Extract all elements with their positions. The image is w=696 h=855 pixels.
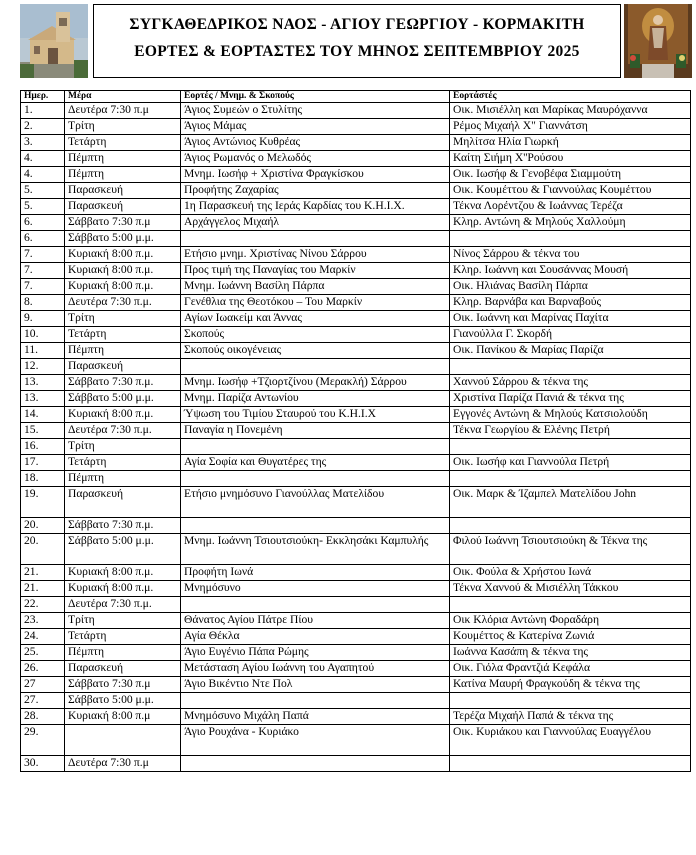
table-row <box>21 391 691 407</box>
cell-feast: Μνημ. Ιωάννη Τσιουτσιούκη- Εκκλησάκι Καμπυλής <box>181 534 450 565</box>
cell-day-time: Κυριακή 8:00 π.μ. <box>65 565 181 581</box>
cell-date: 15. <box>21 423 65 439</box>
table-row <box>21 581 691 597</box>
cell-date: 17. <box>21 455 65 471</box>
cell-feast: Προς τιμή της Παναγίας του Μαρκίν <box>181 263 450 279</box>
cell-day-time: Παρασκευή <box>65 487 181 518</box>
table-row <box>21 487 691 518</box>
table-row <box>21 119 691 135</box>
cell-day-time: Τρίτη <box>65 439 181 455</box>
cell-day-time: Παρασκευή <box>65 359 181 375</box>
cell-feast <box>181 231 450 247</box>
cell-date: 26. <box>21 661 65 677</box>
column-header-celebrants: Εορτάστές <box>450 91 691 103</box>
cell-feast <box>181 756 450 772</box>
cell-date: 12. <box>21 359 65 375</box>
cell-celebrants: Χαννού Σάρρου & τέκνα της <box>450 375 691 391</box>
table-row <box>21 407 691 423</box>
cell-celebrants: Κληρ. Ιωάννη και Σουσάννας Μουσή <box>450 263 691 279</box>
table-row <box>21 343 691 359</box>
cell-date: 5. <box>21 199 65 215</box>
table-row <box>21 247 691 263</box>
cell-date: 11. <box>21 343 65 359</box>
cell-celebrants: Ιωάννα Κασάπη & τέκνα της <box>450 645 691 661</box>
cell-day-time: Δευτέρα 7:30 π.μ. <box>65 597 181 613</box>
cell-celebrants: Μηλίτσα Ηλία Γιωρκή <box>450 135 691 151</box>
cell-celebrants: Τέκνα Γεωργίου & Ελένης Πετρή <box>450 423 691 439</box>
cell-feast: Άγιο Ευγένιο Πάπα Ρώμης <box>181 645 450 661</box>
cell-day-time: Σάββατο 7:30 π.μ <box>65 215 181 231</box>
cell-day-time: Κυριακή 8:00 π.μ. <box>65 279 181 295</box>
table-row <box>21 518 691 534</box>
cell-day-time: Σάββατο 5:00 μ.μ. <box>65 231 181 247</box>
cell-feast: Προφήτης Ζαχαρίας <box>181 183 450 199</box>
cell-date: 19. <box>21 487 65 518</box>
cell-celebrants: Οικ Κλόρια Αντώνη Φοραδάρη <box>450 613 691 629</box>
cell-date: 21. <box>21 565 65 581</box>
cell-feast <box>181 597 450 613</box>
cell-day-time: Πέμπτη <box>65 645 181 661</box>
cell-celebrants: Οικ. Κυριάκου και Γιαννούλας Ευαγγέλου <box>450 725 691 756</box>
document-header <box>0 0 696 84</box>
table-row <box>21 279 691 295</box>
cell-day-time: Δευτέρα 7:30 π.μ. <box>65 295 181 311</box>
cell-feast: Άγιος Αντώνιος Κυθρέας <box>181 135 450 151</box>
cell-celebrants: Οικ. Κουμέττου & Γιαννούλας Κουμέττου <box>450 183 691 199</box>
cell-feast <box>181 471 450 487</box>
cell-feast: Μνημόσυνο Μιχάλη Παπά <box>181 709 450 725</box>
cell-day-time: Σάββατο 7:30 π.μ <box>65 677 181 693</box>
cell-feast <box>181 439 450 455</box>
table-row <box>21 756 691 772</box>
cell-date: 3. <box>21 135 65 151</box>
cell-celebrants: Οικ. Πανίκου & Μαρίας Παρίζα <box>450 343 691 359</box>
cell-date: 27. <box>21 693 65 709</box>
cell-celebrants: Οικ. Φούλα & Χρήστου Ιωνά <box>450 565 691 581</box>
cell-celebrants <box>450 231 691 247</box>
cell-day-time: Παρασκευή <box>65 183 181 199</box>
table-row <box>21 167 691 183</box>
cell-date: 8. <box>21 295 65 311</box>
column-header-feasts: Εορτές / Μνημ. & Σκοπούς <box>181 91 450 103</box>
cell-day-time: Τετάρτη <box>65 629 181 645</box>
cell-feast: Ύψωση του Τιμίου Σταυρού του Κ.Η.Ι.Χ <box>181 407 450 423</box>
cell-celebrants: Οικ. Ηλιάνας Βασίλη Πάρπα <box>450 279 691 295</box>
cell-feast: Αγίων Ιωακείμ και Άννας <box>181 311 450 327</box>
cell-celebrants: Ρέμος Μιχαήλ Χ" Γιαννάτση <box>450 119 691 135</box>
cell-day-time: Τετάρτη <box>65 455 181 471</box>
cell-date: 6. <box>21 231 65 247</box>
table-row <box>21 629 691 645</box>
church-photo <box>20 4 88 78</box>
cell-date: 13. <box>21 391 65 407</box>
cell-feast: Μνημ. Ιωσήφ +Τζιορτζίνου (Μερακλή) Σάρρου <box>181 375 450 391</box>
cell-date: 27 <box>21 677 65 693</box>
cell-date: 30. <box>21 756 65 772</box>
table-row <box>21 565 691 581</box>
cell-day-time: Πέμπτη <box>65 471 181 487</box>
cell-celebrants: Τέκνα Λορέντζου & Ιωάννας Τερέζα <box>450 199 691 215</box>
table-row <box>21 375 691 391</box>
cell-date: 1. <box>21 103 65 119</box>
cell-celebrants <box>450 518 691 534</box>
table-header-row <box>21 91 691 103</box>
cell-feast: Σκοπούς <box>181 327 450 343</box>
cell-day-time: Τρίτη <box>65 119 181 135</box>
table-row <box>21 311 691 327</box>
table-row <box>21 231 691 247</box>
cell-celebrants <box>450 597 691 613</box>
cell-date: 9. <box>21 311 65 327</box>
cell-feast: Άγιο Βικέντιο Ντε Πολ <box>181 677 450 693</box>
cell-day-time: Τρίτη <box>65 613 181 629</box>
cell-date: 2. <box>21 119 65 135</box>
cell-date: 20. <box>21 518 65 534</box>
table-row <box>21 709 691 725</box>
cell-day-time: Σάββατο 7:30 π.μ. <box>65 518 181 534</box>
cell-celebrants: Κατίνα Μαυρή Φραγκούδη & τέκνα της <box>450 677 691 693</box>
cell-feast: Θάνατος Αγίου Πάτρε Πίου <box>181 613 450 629</box>
cell-day-time: Κυριακή 8:00 π.μ. <box>65 407 181 423</box>
cell-celebrants: Τέκνα Χαννού & Μισιέλλη Τάκκου <box>450 581 691 597</box>
table-row <box>21 183 691 199</box>
cell-day-time: Δευτέρα 7:30 π.μ. <box>65 423 181 439</box>
cell-feast: Αγία Θέκλα <box>181 629 450 645</box>
cell-celebrants: Οικ. Γιόλα Φραντζιά Κεφάλα <box>450 661 691 677</box>
cell-feast: Μνημ. Ιωσήφ + Χριστίνα Φραγκίσκου <box>181 167 450 183</box>
cell-day-time: Παρασκευή <box>65 199 181 215</box>
cell-date: 4. <box>21 167 65 183</box>
cell-celebrants: Κληρ. Αντώνη & Μηλούς Χαλλούμη <box>450 215 691 231</box>
table-row <box>21 327 691 343</box>
cell-celebrants: Εγγονές Αντώνη & Μηλούς Κατσιολούδη <box>450 407 691 423</box>
cell-feast: Γενέθλια της Θεοτόκου – Του Μαρκίν <box>181 295 450 311</box>
title-box <box>93 4 621 78</box>
table-row <box>21 677 691 693</box>
cell-celebrants: Οικ. Μισιέλλη και Μαρίκας Μαυρόχαννα <box>450 103 691 119</box>
cell-date: 14. <box>21 407 65 423</box>
cell-date: 29. <box>21 725 65 756</box>
table-row <box>21 534 691 565</box>
table-row <box>21 661 691 677</box>
cell-day-time: Σάββατο 5:00 μ.μ. <box>65 534 181 565</box>
table-row <box>21 295 691 311</box>
cell-day-time: Κυριακή 8:00 π.μ. <box>65 581 181 597</box>
cell-date: 5. <box>21 183 65 199</box>
column-header-date: Ημερ. <box>21 91 65 103</box>
table-row <box>21 263 691 279</box>
cell-feast <box>181 693 450 709</box>
cell-feast: Ετήσιο μνημόσυνο Γιανούλλας Ματελίδου <box>181 487 450 518</box>
table-row <box>21 103 691 119</box>
cell-date: 24. <box>21 629 65 645</box>
table-row <box>21 439 691 455</box>
cell-date: 6. <box>21 215 65 231</box>
cell-day-time: Δευτέρα 7:30 π.μ <box>65 756 181 772</box>
cell-day-time <box>65 725 181 756</box>
cell-feast: Άγιος Συμεών ο Στυλίτης <box>181 103 450 119</box>
cell-feast: Άγιος Ρωμανός ο Μελωδός <box>181 151 450 167</box>
cell-feast: Ετήσιο μνημ. Χριστίνας Νίνου Σάρρου <box>181 247 450 263</box>
cell-feast: Μνημ. Παρίζα Αντωνίου <box>181 391 450 407</box>
cell-day-time: Τετάρτη <box>65 327 181 343</box>
cell-feast: Παναγία η Πονεμένη <box>181 423 450 439</box>
cell-date: 16. <box>21 439 65 455</box>
cell-day-time: Σάββατο 5:00 μ.μ. <box>65 391 181 407</box>
cell-day-time: Κυριακή 8:00 π.μ. <box>65 263 181 279</box>
table-row <box>21 613 691 629</box>
cell-date: 23. <box>21 613 65 629</box>
cell-celebrants: Νίνος Σάρρου & τέκνα του <box>450 247 691 263</box>
cell-celebrants <box>450 471 691 487</box>
cell-date: 4. <box>21 151 65 167</box>
cell-day-time: Κυριακή 8:00 π.μ <box>65 709 181 725</box>
cell-date: 20. <box>21 534 65 565</box>
cell-feast <box>181 518 450 534</box>
cell-day-time: Σάββατο 5:00 μ.μ. <box>65 693 181 709</box>
table-row <box>21 135 691 151</box>
cell-feast: Αγία Σοφία και Θυγατέρες της <box>181 455 450 471</box>
cell-celebrants <box>450 693 691 709</box>
cell-day-time: Παρασκευή <box>65 661 181 677</box>
cell-feast: Αρχάγγελος Μιχαήλ <box>181 215 450 231</box>
cell-celebrants: Οικ. Ιωσήφ και Γιαννούλα Πετρή <box>450 455 691 471</box>
cell-celebrants: Οικ. Ιωσήφ & Γενοβέφα Σιαμμούτη <box>450 167 691 183</box>
table-row <box>21 725 691 756</box>
column-header-day: Μέρα <box>65 91 181 103</box>
cell-date: 13. <box>21 375 65 391</box>
cell-day-time: Δευτέρα 7:30 π.μ <box>65 103 181 119</box>
cell-date: 21. <box>21 581 65 597</box>
cell-date: 28. <box>21 709 65 725</box>
table-row <box>21 151 691 167</box>
cell-celebrants: Κουμέττος & Κατερίνα Ζωνιά <box>450 629 691 645</box>
document-subtitle: ΕΟΡΤΕΣ & ΕΟΡΤΑΣΤΕΣ ΤΟΥ ΜΗΝΟΣ ΣΕΠΤΕΜΒΡΙΟΥ 2025 <box>134 43 580 60</box>
cell-celebrants: Οικ. Μαρκ & Ίζαμπελ Ματελίδου John <box>450 487 691 518</box>
table-row <box>21 455 691 471</box>
cell-celebrants: Καίτη Σιήμη Χ''Ρούσου <box>450 151 691 167</box>
cell-feast <box>181 359 450 375</box>
table-row <box>21 645 691 661</box>
cell-date: 18. <box>21 471 65 487</box>
cell-celebrants: Φιλού Ιωάννη Τσιουτσιούκη & Τέκνα της <box>450 534 691 565</box>
table-row <box>21 423 691 439</box>
cell-feast: Σκοπούς οικογένειας <box>181 343 450 359</box>
document-title: ΣΥΓΚΑΘΕΔΡΙΚΟΣ ΝΑΟΣ - ΑΓΙΟΥ ΓΕΩΡΓΙΟΥ - ΚΟΡΜΑΚΙΤΗ <box>129 16 585 33</box>
cell-date: 7. <box>21 263 65 279</box>
table-row <box>21 215 691 231</box>
cell-celebrants <box>450 439 691 455</box>
cell-celebrants: Οικ. Ιωάννη και Μαρίνας Παχίτα <box>450 311 691 327</box>
cell-day-time: Τρίτη <box>65 311 181 327</box>
cell-celebrants <box>450 756 691 772</box>
table-row <box>21 199 691 215</box>
table-row <box>21 693 691 709</box>
cell-feast: Προφήτη Ιωνά <box>181 565 450 581</box>
cell-celebrants: Γιανούλλα Γ. Σκορδή <box>450 327 691 343</box>
cell-day-time: Πέμπτη <box>65 151 181 167</box>
cell-date: 7. <box>21 247 65 263</box>
cell-feast: Μετάσταση Αγίου Ιωάννη του Αγαπητού <box>181 661 450 677</box>
cell-feast: Άγιος Μάμας <box>181 119 450 135</box>
cell-celebrants: Κληρ. Βαρνάβα και Βαρναβούς <box>450 295 691 311</box>
schedule-table <box>20 90 691 772</box>
cell-celebrants: Χριστίνα Παρίζα Πανιά & τέκνα της <box>450 391 691 407</box>
cell-feast: Μνημ. Ιωάννη Βασίλη Πάρπα <box>181 279 450 295</box>
cell-date: 7. <box>21 279 65 295</box>
table-row <box>21 359 691 375</box>
cell-day-time: Κυριακή 8:00 π.μ. <box>65 247 181 263</box>
cell-date: 22. <box>21 597 65 613</box>
cell-date: 10. <box>21 327 65 343</box>
cell-celebrants: Τερέζα Μιχαήλ Παπά & τέκνα της <box>450 709 691 725</box>
table-row <box>21 471 691 487</box>
cell-feast: Μνημόσυνο <box>181 581 450 597</box>
cell-feast: Άγιο Ρουχάνα - Κυριάκο <box>181 725 450 756</box>
cell-feast: 1η Παρασκευή της Ιεράς Καρδίας του Κ.Η.Ι.Χ. <box>181 199 450 215</box>
table-row <box>21 597 691 613</box>
cell-celebrants <box>450 359 691 375</box>
saint-statue-photo <box>624 4 692 78</box>
cell-day-time: Πέμπτη <box>65 167 181 183</box>
cell-day-time: Σάββατο 7:30 π.μ. <box>65 375 181 391</box>
cell-day-time: Τετάρτη <box>65 135 181 151</box>
cell-date: 25. <box>21 645 65 661</box>
cell-day-time: Πέμπτη <box>65 343 181 359</box>
